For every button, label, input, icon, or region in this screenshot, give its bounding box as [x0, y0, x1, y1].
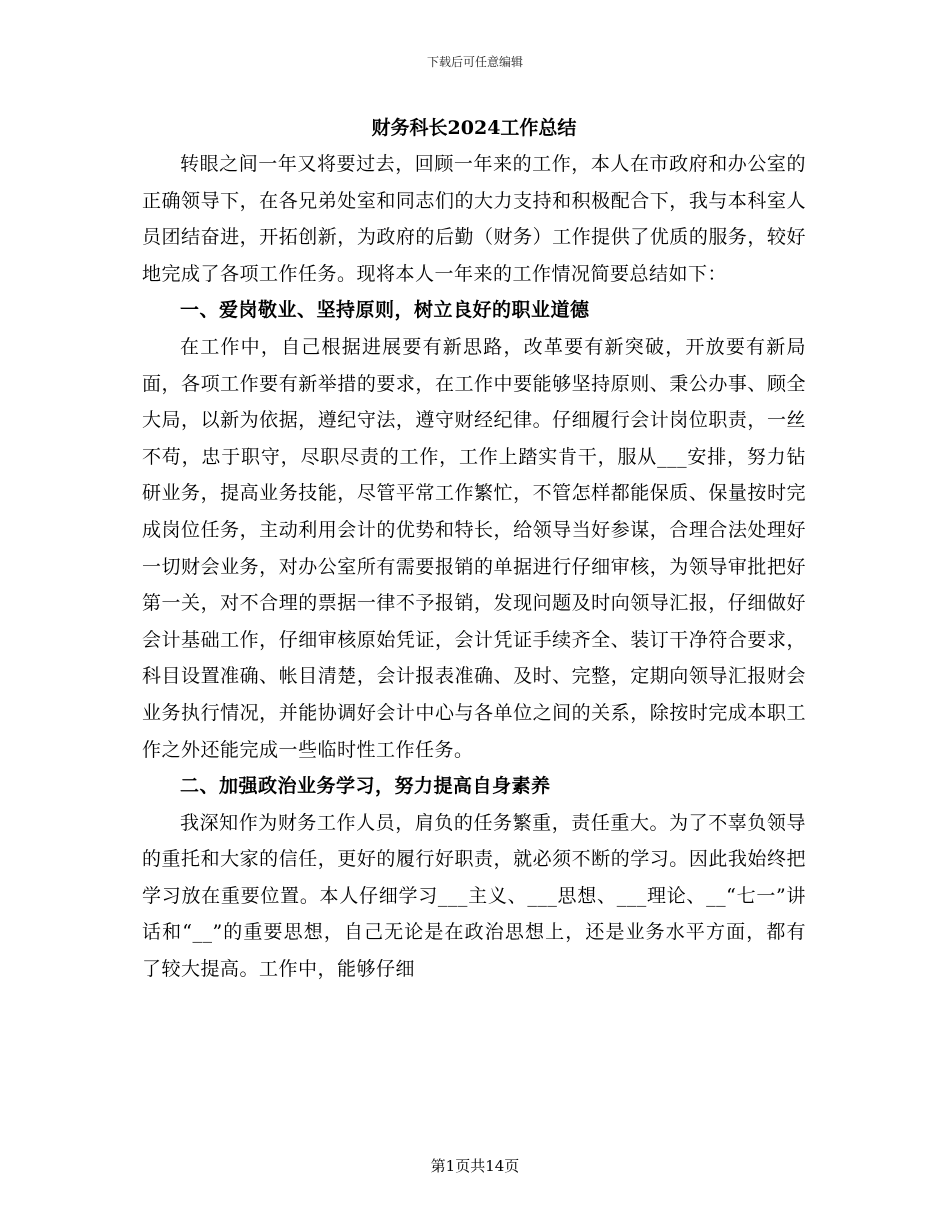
document-body [142, 112, 806, 988]
intro-paragraph: 转眼之间一年又将要过去，回顾一年来的工作，本人在市政府和办公室的正确领导下，在各兄弟处室和同志们的大力支持和积极配合下，我与本科室人员团结奋进，开拓创新，为政府的后勤（财务）工作提供了优质的服务，较好地完成了各项工作任务。现将本人一年来的工作情况简要总结如下： [142, 153, 806, 285]
document-title: 财务科长2024工作总结 [371, 117, 577, 139]
section-body-1: 在工作中，自己根据进展要有新思路，改革要有新突破，开放要有新局面，各项工作要有新举措的要求，在工作中要能够坚持原则、秉公办事、顾全大局，以新为依据，遵纪守法，遵守财经纪律。仔细履行会计岗位职责，一丝不苟，忠于职守，尽职尽责的工作，工作上踏实肯干，服从___安排，努力钻研业务，提高业务技能，尽管平常工作繁忙，不管怎样都能保质、保量按时完成岗位任务，主动利用会计的优势和特长，给领导当好参谋，合理合法处理好一切财会业务，对办公室所有需要报销的单据进行仔细审核，为领导审批把好第一关，对不合理的票据一律不予报销，发现问题及时向领导汇报，仔细做好会计基础工作，仔细审核原始凭证，会计凭证手续齐全、装订干净符合要求，科目设置准确、帐目清楚，会计报表准确、及时、完整，定期向领导汇报财会业务执行情况，并能协调好会计中心与各单位之间的关系，除按时完成本职工作之外还能完成一些临时性工作任务。 [142, 335, 806, 761]
section-heading-1: 一、爱岗敬业、坚持原则，树立良好的职业道德 [180, 299, 590, 322]
page-header-note: 下载后可任意编辑 [426, 55, 523, 69]
section-body-2: 我深知作为财务工作人员，肩负的任务繁重，责任重大。为了不辜负领导的重托和大家的信任，更好的履行好职责，就必须不断的学习。因此我始终把学习放在重要位置。本人仔细学习___主义、___思想、___理论、__“七一”讲话和“__”的重要思想，自己无论是在政治思想上，还是业务水平方面，都有了较大提高。工作中，能够仔细 [142, 811, 806, 981]
section-heading-2: 二、加强政治业务学习，努力提高自身素养 [180, 775, 551, 798]
page-number-footer: 第1页共14页 [430, 1157, 520, 1175]
